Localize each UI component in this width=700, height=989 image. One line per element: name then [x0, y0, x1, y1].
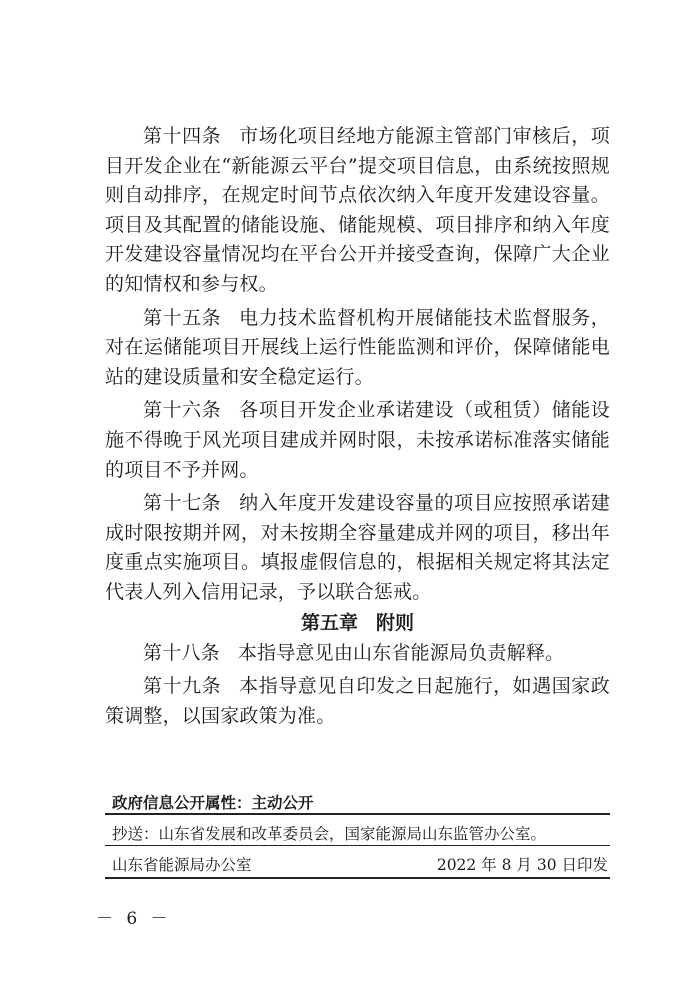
cc-line: 抄送：山东省发展和改革委员会，国家能源局山东监管办公室。: [112, 825, 547, 843]
article-label: 第十五条: [143, 306, 222, 329]
article-14: [105, 122, 610, 300]
article-label: 第十四条: [143, 125, 222, 147]
chapter-number: 第五章: [300, 611, 358, 634]
disclosure-attribute: 政府信息公开属性：主动公开: [112, 794, 314, 812]
issue-date: 2022 年 8 月 30 日印发: [436, 856, 608, 874]
article-label: 第十七条: [143, 492, 222, 515]
article-text: 纳入年度开发建设容量的项目应按照承诺建成时限按期并网，对未按期全容量建成并网的项目，移出年度重点实施项目。填报虚假信息的，根据相关规定将其法定代表人列入信用记录，予以联合惩戒。: [105, 492, 610, 603]
footer-rule-middle: [105, 845, 610, 846]
article-text: 本指导意见自印发之日起施行，如遇国家政策调整，以国家政策为准。: [105, 675, 610, 727]
document-body: [105, 122, 610, 731]
issuing-office: 山东省能源局办公室: [112, 856, 252, 874]
chapter-title: 附则: [376, 611, 415, 634]
article-18: [105, 639, 610, 669]
article-label: 第十六条: [143, 399, 222, 422]
article-15: [105, 304, 610, 393]
chapter-heading: [105, 609, 610, 638]
article-text: 市场化项目经地方能源主管部门审核后，项目开发企业在“新能源云平台”提交项目信息，由系统按照规则自动排序，在规定时间节点依次纳入年度开发建设容量。项目及其配置的储能设施、储能规模、项目排序和纳入年度开发建设容量情况均在平台公开并接受查询，保障广大企业的知情权和参与权。: [105, 125, 610, 295]
article-label: 第十九条: [143, 675, 222, 698]
footer-rule-bottom: [105, 877, 610, 879]
article-text: 各项目开发企业承诺建设（或租赁）储能设施不得晚于风光项目建成并网时限，未按承诺标准落实储能的项目不予并网。: [105, 399, 610, 481]
article-text: 本指导意见由山东省能源局负责解释。: [237, 641, 565, 664]
article-19: [105, 672, 610, 731]
article-16: [105, 396, 610, 485]
article-label: 第十八条: [143, 641, 220, 664]
page-number: － 6 －: [96, 909, 172, 929]
footer-rule-top: [105, 813, 610, 815]
article-17: [105, 489, 610, 607]
article-text: 电力技术监督机构开展储能技术监督服务，对在运储能项目开展线上运行性能监测和评价，保障储能电站的建设质量和安全稳定运行。: [105, 306, 610, 388]
